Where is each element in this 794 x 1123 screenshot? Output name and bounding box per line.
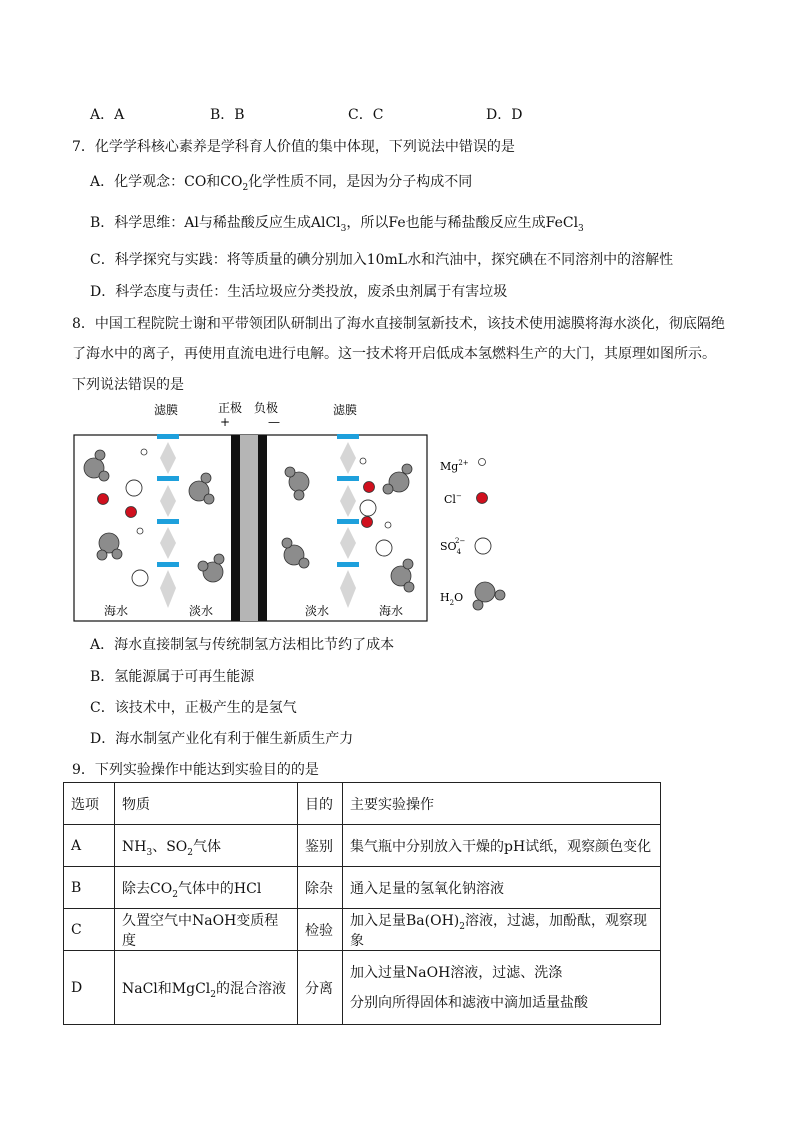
q9-table — [63, 782, 661, 1025]
legend-so4-label: $SO_42-$ — [440, 537, 466, 556]
table-row — [64, 825, 661, 867]
table-row — [64, 909, 661, 951]
row-a-substance: $NH_3$、$SO_2$气体 — [115, 825, 298, 867]
q7-option-d: D．科学态度与责任：生活垃圾应分类投放，废杀虫剂属于有害垃圾 — [90, 284, 508, 300]
q7-option-b: B．科学思维：Al与稀盐酸反应生成AlCl$_3$，所以Fe也能与稀盐酸反应生成FeCl$_3$ — [90, 215, 584, 234]
header-operation: 主要实验操作 — [343, 783, 661, 825]
row-c-option: C — [64, 909, 115, 951]
q6-option-c: C．C — [348, 107, 384, 123]
row-a-purpose: 鉴别 — [298, 825, 343, 867]
row-d-operation: 加入过量NaOH溶液，过滤、洗涤 分别向所得固体和滤液中滴加适量盐酸 — [343, 951, 661, 1025]
row-d-option: D — [64, 951, 115, 1025]
q8-stem-line1: 8．中国工程院院士谢和平带领团队研制出了海水直接制氢新技术，该技术使用滤膜将海水淡化，彻底隔绝 — [72, 316, 725, 332]
cathode-label: 负极 — [254, 401, 279, 415]
row-c-substance: 久置空气中NaOH变质程度 — [115, 909, 298, 951]
q8-option-b: B．氢能源属于可再生能源 — [90, 669, 255, 685]
q7-option-c: C．科学探究与实践：将等质量的碘分别加入10mL水和汽油中，探究碘在不同溶剂中的溶解性 — [90, 252, 674, 268]
fresh-left-label: 淡水 — [189, 604, 214, 618]
row-c-operation: 加入足量$Ba(OH)_2$溶液，过滤，加酚酞，观察现象 — [343, 909, 661, 951]
q6-option-b: B．B — [210, 107, 245, 123]
q8-option-d: D．海水制氢产业化有利于催生新质生产力 — [90, 731, 354, 747]
row-a-option: A — [64, 825, 115, 867]
anode-bar — [231, 435, 240, 621]
seawater-right-label: 海水 — [379, 604, 404, 618]
row-b-operation: 通入足量的氢氧化钠溶液 — [343, 867, 661, 909]
q7-stem: 7．化学学科核心素养是学科育人价值的集中体现，下列说法中错误的是 — [72, 139, 515, 155]
row-d-substance: NaCl和MgCl$_2$的混合溶液 — [115, 951, 298, 1025]
table-header-row — [64, 783, 661, 825]
q6-option-a: A．A — [90, 107, 125, 123]
q8-option-c: C．该技术中，正极产生的是氢气 — [90, 700, 297, 716]
row-b-purpose: 除杂 — [298, 867, 343, 909]
cathode-sign: — — [268, 415, 280, 429]
q6-option-d: D．D — [486, 107, 523, 123]
table-row — [64, 951, 661, 1025]
anode-sign: + — [220, 415, 231, 429]
q8-stem-line2: 了海水中的离子，再使用直流电进行电解。这一技术将开启低成本氢燃料生产的大门，其原理如图所示。 — [72, 346, 716, 362]
electrolysis-diagram — [72, 398, 522, 628]
header-option: 选项 — [64, 783, 115, 825]
legend — [440, 459, 505, 611]
cathode-bar — [258, 435, 267, 621]
row-b-option: B — [64, 867, 115, 909]
row-d-purpose: 分离 — [298, 951, 343, 1025]
row-a-operation: 集气瓶中分别放入干燥的pH试纸，观察颜色变化 — [343, 825, 661, 867]
legend-mg-label: $Mg^{2+}$ — [440, 459, 469, 473]
anode-label: 正极 — [218, 401, 243, 415]
table-row — [64, 867, 661, 909]
header-purpose: 目的 — [298, 783, 343, 825]
legend-cl-label: Cl− — [444, 492, 462, 506]
q8-stem-line3: 下列说法错误的是 — [72, 377, 184, 393]
seawater-left-label: 海水 — [104, 604, 129, 618]
q8-option-a: A．海水直接制氢与传统制氢方法相比节约了成本 — [90, 637, 395, 653]
q7-option-a: A．化学观念：CO和$CO_2$化学性质不同，是因为分子构成不同 — [90, 174, 473, 193]
row-b-substance: 除去$CO_2$气体中的HCl — [115, 867, 298, 909]
q9-stem: 9．下列实验操作中能达到实验目的的是 — [72, 762, 319, 778]
row-c-purpose: 检验 — [298, 909, 343, 951]
header-substance: 物质 — [115, 783, 298, 825]
filter-left-label: 滤膜 — [154, 403, 179, 417]
electrode-middle — [240, 435, 258, 621]
fresh-right-label: 淡水 — [305, 604, 330, 618]
filter-right-label: 滤膜 — [333, 403, 358, 417]
legend-h2o-label: $H_2O$ — [440, 591, 464, 607]
